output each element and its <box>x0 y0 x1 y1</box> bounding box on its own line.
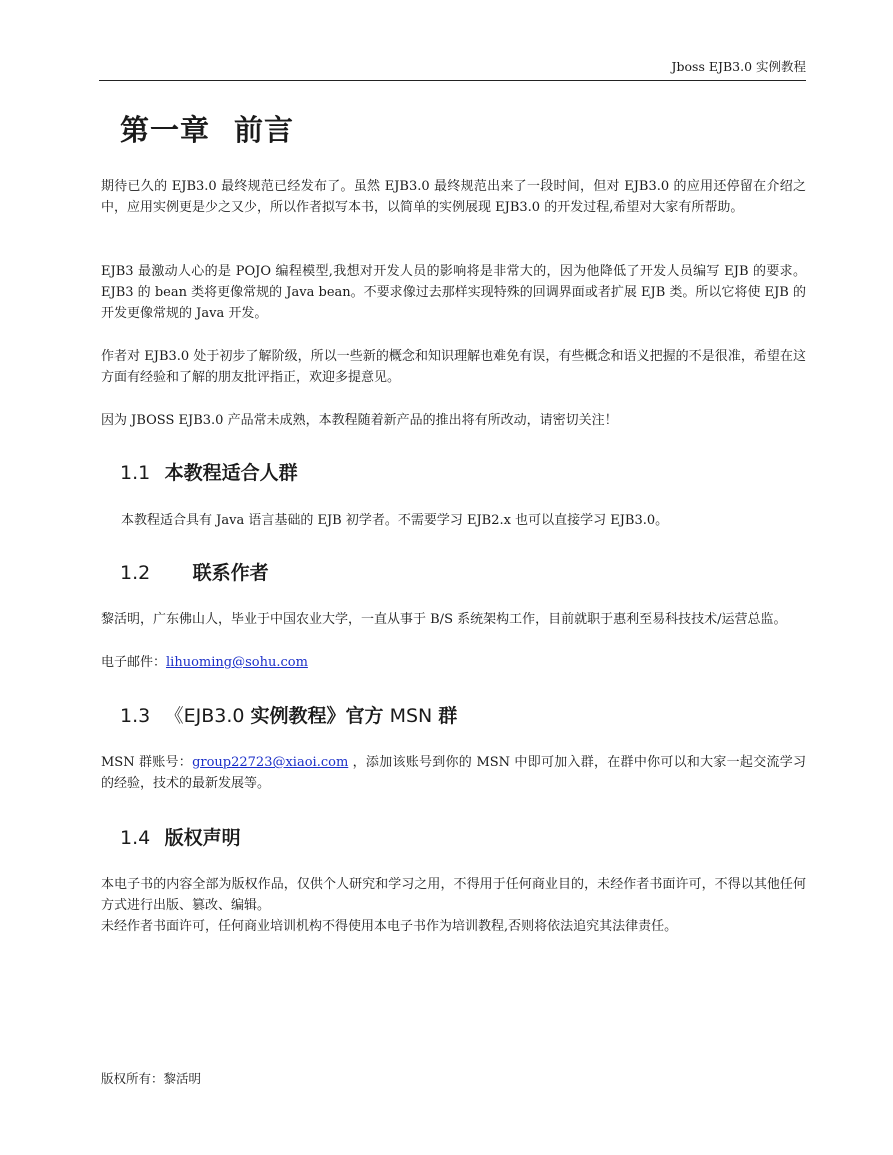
section-1-4-heading <box>120 823 241 850</box>
chapter-number: 第一章 <box>120 113 211 147</box>
email-label: 电子邮件： <box>101 655 167 670</box>
section-1-1-title: 本教程适合人群 <box>164 462 298 484</box>
msn-account-link[interactable]: group22723@xiaoi.com <box>192 755 349 770</box>
page-footer <box>101 1070 201 1088</box>
section-1-2-heading <box>120 558 269 585</box>
chapter-title <box>120 108 294 149</box>
section-1-4-number: 1.4 <box>120 827 151 849</box>
section-1-4-title: 版权声明 <box>164 827 241 849</box>
section-1-4-body-2: 未经作者书面许可，任何商业培训机构不得使用本电子书作为培训教程,否则将依法追究其法律责任。 <box>101 919 678 934</box>
intro-paragraph-2: EJB3 最激动人心的是 POJO 编程模型,我想对开发人员的影响将是非常大的，因为他降低了开发人员编写 EJB 的要求。EJB3 的 bean 类将更像常规的 Java bean。不要求像过去那样实现特殊的回调界面或者扩展 EJB 类。所以它将使 EJB 的开发更像常规的 Java 开发。 <box>101 264 806 321</box>
section-1-3-body <box>101 752 806 794</box>
chapter-name: 前言 <box>234 113 295 147</box>
page-header <box>99 58 806 81</box>
section-1-1-body: 本教程适合具有 Java 语言基础的 EJB 初学者。不需要学习 EJB2.x 也可以直接学习 EJB3.0。 <box>121 513 669 528</box>
section-1-2-body: 黎活明，广东佛山人，毕业于中国农业大学，一直从事于 B/S 系统架构工作，目前就职于惠利至易科技技术/运营总监。 <box>101 612 787 627</box>
section-1-2-number: 1.2 <box>120 562 151 584</box>
header-title: Jboss EJB3.0 实例教程 <box>671 59 806 74</box>
section-1-3-heading <box>120 701 457 728</box>
msn-description: ，添加该账号到你的 MSN 中即可加入群，在群中你可以和大家一起交流学习的经验，技术的最新发展等。 <box>101 755 806 791</box>
section-1-2-title: 联系作者 <box>192 562 269 584</box>
email-link[interactable]: lihuoming@sohu.com <box>166 655 308 670</box>
intro-paragraph-3: 作者对 EJB3.0 处于初步了解阶级，所以一些新的概念和知识理解也难免有误，有些概念和语义把握的不是很准，希望在这方面有经验和了解的朋友批评指正，欢迎多提意见。 <box>101 349 806 385</box>
intro-paragraph-4: 因为 JBOSS EJB3.0 产品常未成熟，本教程随着新产品的推出将有所改动，请密切关注！ <box>101 413 618 428</box>
section-1-3-number: 1.3 <box>120 705 151 727</box>
msn-label: MSN 群账号： <box>101 755 193 770</box>
section-1-1-heading <box>120 458 298 485</box>
section-1-3-title-bold: 实例教程》官方 <box>250 705 384 727</box>
section-1-3-title-end: 群 <box>438 705 458 727</box>
intro-paragraph-1: 期待已久的 EJB3.0 最终规范已经发布了。虽然 EJB3.0 最终规范出来了一段时间，但对 EJB3.0 的应用还停留在介绍之中，应用实例更是少之又少，所以作者拟写本书，以简单的实例展现 EJB3.0 的开发过程,希望对大家有所帮助。 <box>101 179 806 215</box>
section-1-3-title-msn: MSN <box>383 705 439 727</box>
section-1-4-body-1: 本电子书的内容全部为版权作品，仅供个人研究和学习之用，不得用于任何商业目的，未经作者书面许可，不得以其他任何方式进行出版、篡改、编辑。 <box>101 877 806 913</box>
section-1-3-title-open: 《EJB3.0 <box>164 705 251 727</box>
email-line <box>101 652 806 673</box>
section-1-1-number: 1.1 <box>120 462 151 484</box>
footer-copyright: 版权所有：黎活明 <box>101 1071 202 1086</box>
